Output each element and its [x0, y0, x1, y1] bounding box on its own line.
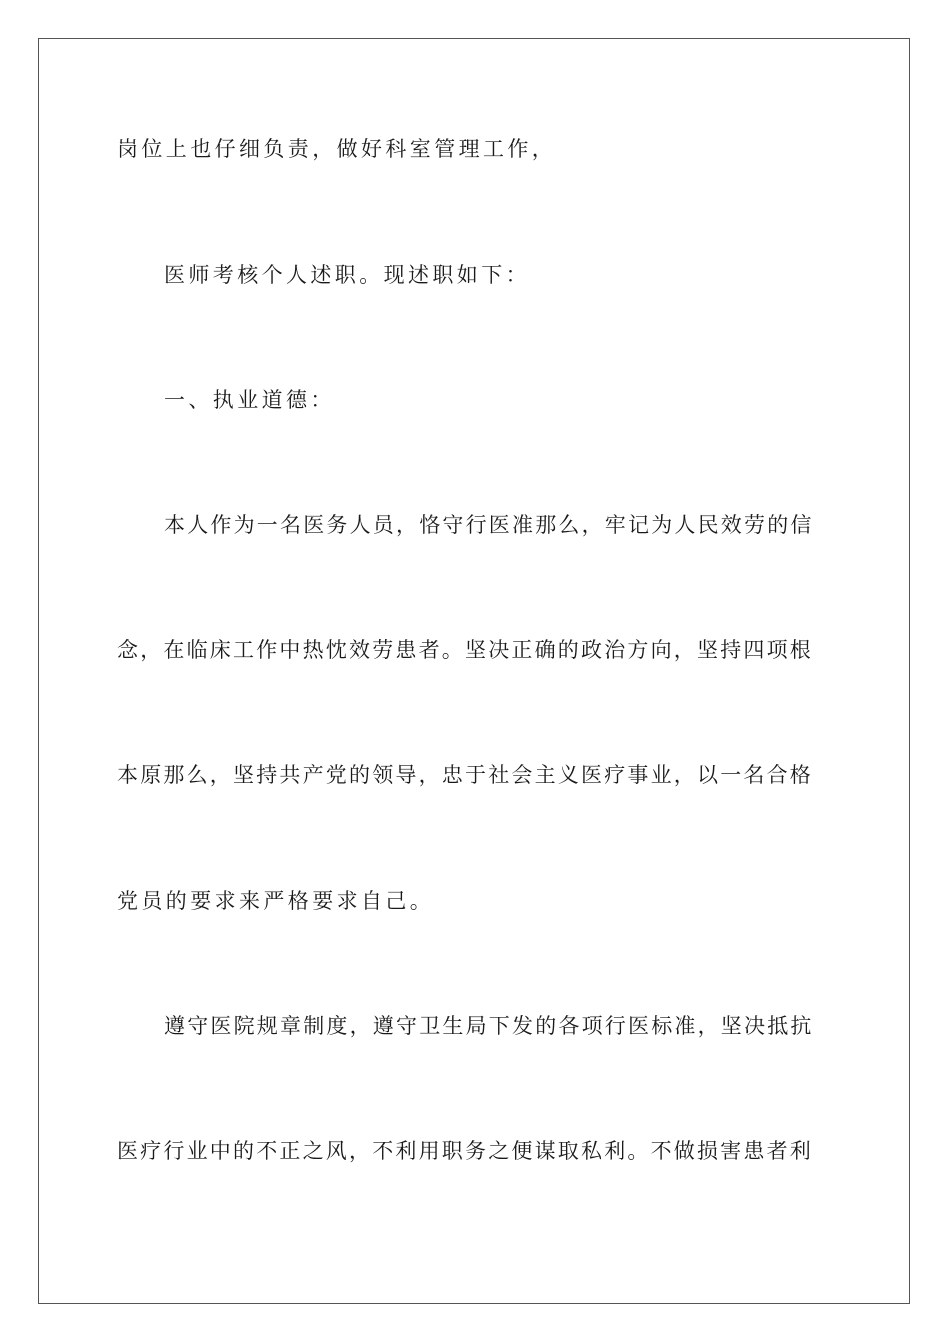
page-border [38, 38, 910, 1304]
section-heading-ethics: 一、执业道德： [164, 388, 335, 412]
text-line-6: 本原那么，坚持共产党的领导，忠于社会主义医疗事业，以一名合格 [117, 763, 813, 787]
text-line-9: 医疗行业中的不正之风，不利用职务之便谋取私利。不做损害患者利 [117, 1139, 813, 1163]
text-line-1: 岗位上也仔细负责，做好科室管理工作， [117, 137, 557, 161]
text-line-8: 遵守医院规章制度，遵守卫生局下发的各项行医标准，坚决抵抗 [164, 1014, 814, 1038]
text-line-5: 念，在临床工作中热忱效劳患者。坚决正确的政治方向，坚持四项根 [117, 638, 813, 662]
text-line-7: 党员的要求来严格要求自己。 [117, 889, 435, 913]
text-line-2: 医师考核个人述职。现述职如下： [164, 263, 530, 287]
text-line-4: 本人作为一名医务人员，恪守行医准那么，牢记为人民效劳的信 [164, 513, 814, 537]
